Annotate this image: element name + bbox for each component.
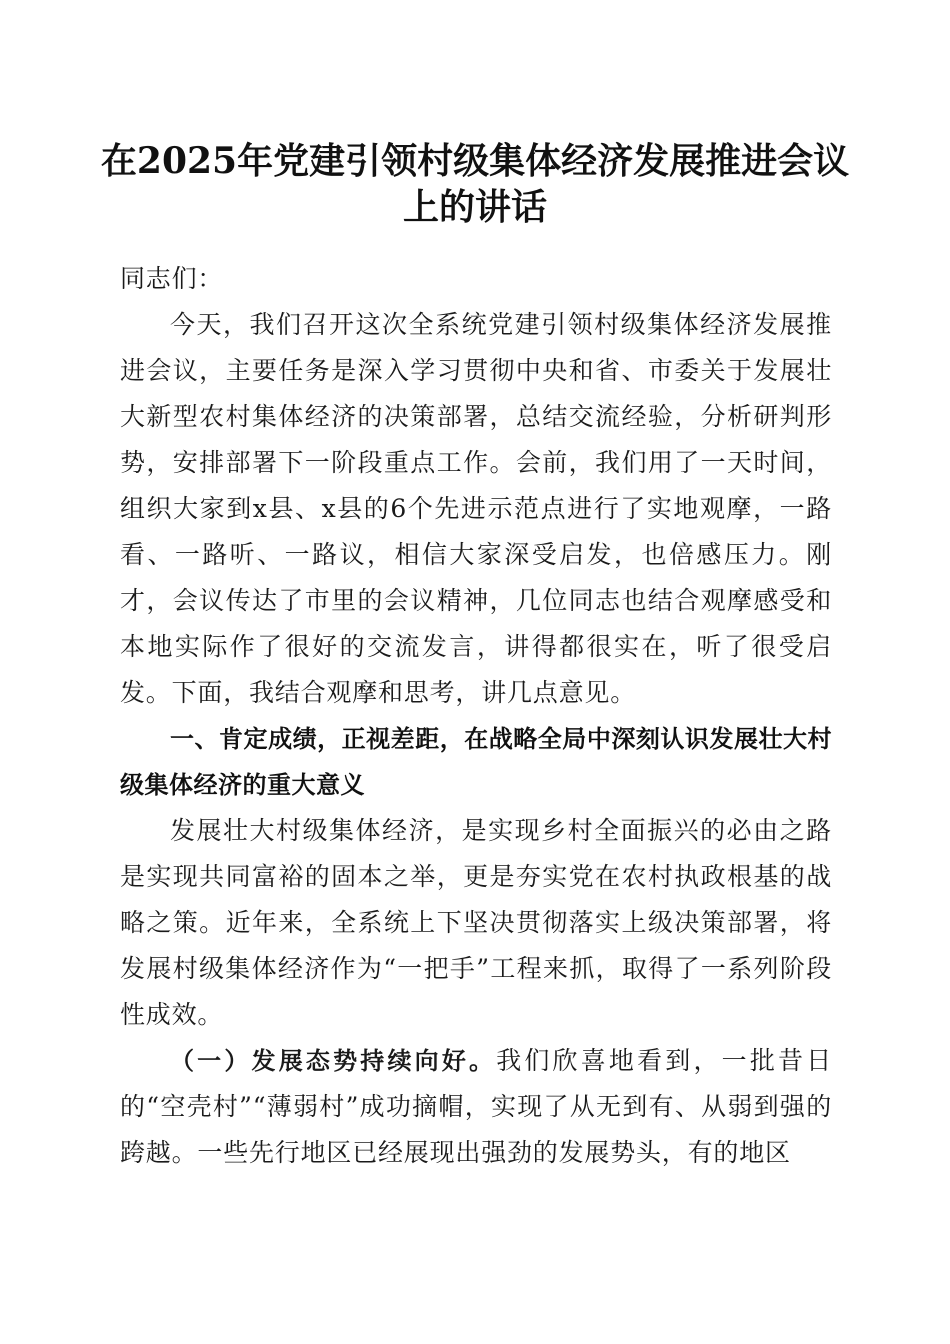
subsection-one-paragraph	[120, 1038, 832, 1176]
section-heading-one: 一、肯定成绩，正视差距，在战略全局中深刻认识发展壮大村级集体经济的重大意义	[120, 725, 832, 799]
document-title: 在2025年党建引领村级集体经济发展推进会议上的讲话	[100, 140, 850, 228]
salutation: 同志们：	[120, 264, 224, 293]
section-one-paragraph: 发展壮大村级集体经济，是实现乡村全面振兴的必由之路是实现共同富裕的固本之举，更是夯实党在农村执政根基的战略之策。近年来，全系统上下坚决贯彻落实上级决策部署，将发展村级集体经济作为“一把手”工程来抓，取得了一系列阶段性成效。	[120, 816, 832, 1029]
intro-paragraph: 今天，我们召开这次全系统党建引领村级集体经济发展推进会议，主要任务是深入学习贯彻中央和省、市委关于发展壮大新型农村集体经济的决策部署，总结交流经验，分析研判形势，安排部署下一阶段重点工作。会前，我们用了一天时间，组织大家到x县、x县的6个先进示范点进行了实地观摩，一路看、一路听、一路议，相信大家深受启发，也倍感压力。刚才，会议传达了市里的会议精神，几位同志也结合观摩感受和本地实际作了很好的交流发言，讲得都很实在，听了很受启发。下面，我结合观摩和思考，讲几点意见。	[120, 310, 832, 707]
subsection-one-heading: （一）发展态势持续向好。	[170, 1047, 497, 1075]
document-body	[120, 256, 832, 1176]
subsection-one-text: 我们欣喜地看到，一批昔日的“空壳村”“薄弱村”成功摘帽，实现了从无到有、从弱到强的跨越。一些先行地区已经展现出强劲的发展势头，有的地区	[120, 1046, 832, 1167]
